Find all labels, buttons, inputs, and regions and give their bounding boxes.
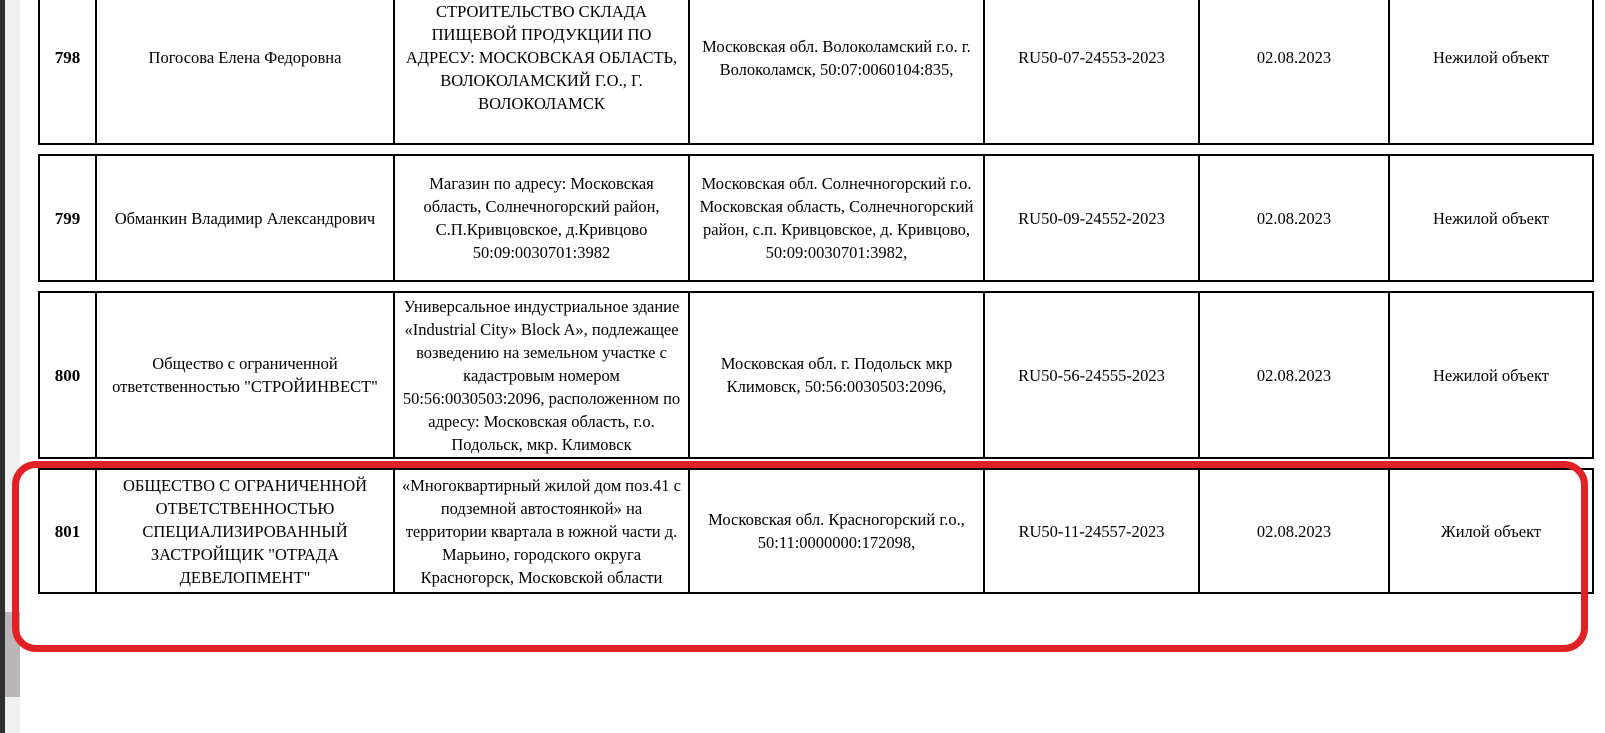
table-row [38, 291, 1594, 459]
object-description-cell: Универсальное индустриальное здание «Industrial City» Block A», подлежащее возведению на земельном участке с кадастровым номером 50:56:0030503:2096, расположенном по адресу: Московская область, г.о. Подольск, мкр. Климовск [395, 293, 690, 457]
date-cell: 02.08.2023 [1200, 470, 1390, 592]
row-number-cell: 800 [40, 293, 97, 457]
row-number-cell: 801 [40, 470, 97, 592]
address-cell: Московская обл. Волоколамский г.о. г. Волоколамск, 50:07:0060104:835, [690, 0, 985, 143]
address-cell: Московская обл. Солнечногорский г.о. Московская область, Солнечногорский район, с.п. Кривцовское, д. Кривцово, 50:09:0030701:3982, [690, 156, 985, 280]
table-row [38, 154, 1594, 282]
vertical-scrollbar-track[interactable] [5, 0, 20, 733]
object-type-cell: Нежилой объект [1432, 48, 1549, 67]
row-number-cell: 798 [40, 0, 97, 143]
object-type-cell: Нежилой объект [1432, 365, 1549, 385]
row-number-cell: 799 [40, 156, 97, 280]
applicant-cell: Обманкин Владимир Александрович [97, 156, 395, 280]
applicant-cell: Общество с ограниченной ответственностью "СТРОЙИНВЕСТ" [97, 293, 395, 457]
date-cell: 02.08.2023 [1200, 156, 1390, 280]
permit-number-cell: RU50-56-24555-2023 [985, 293, 1200, 457]
permit-number-cell: RU50-11-24557-2023 [985, 470, 1200, 592]
object-type-cell: Жилой объект [1440, 521, 1542, 541]
permit-number-cell: RU50-07-24553-2023 [985, 0, 1200, 143]
object-description-cell: Магазин по адресу: Московская область, Солнечногорский район, С.П.Кривцовское, д.Кривцово 50:09:0030701:3982 [395, 156, 690, 280]
viewer-left-edge [0, 0, 5, 733]
applicant-cell: Погосова Елена Федоровна [97, 0, 395, 143]
table-row-highlighted [38, 468, 1594, 594]
permit-number-cell: RU50-09-24552-2023 [985, 156, 1200, 280]
object-type-cell: Нежилой объект [1432, 208, 1549, 228]
document-page [20, 0, 1605, 733]
date-cell: 02.08.2023 [1200, 293, 1390, 457]
vertical-scrollbar-thumb[interactable] [5, 612, 20, 697]
address-cell: Московская обл. Красногорский г.о., 50:11:0000000:172098, [690, 470, 985, 592]
table-row [38, 0, 1594, 145]
object-description-cell: СТРОИТЕЛЬСТВО СКЛАДА ПИЩЕВОЙ ПРОДУКЦИИ ПО АДРЕСУ: МОСКОВСКАЯ ОБЛАСТЬ, ВОЛОКОЛАМСКИЙ Г.О., Г. ВОЛОКОЛАМСК [395, 0, 690, 143]
permits-registry-table [38, 0, 1594, 603]
object-description-cell: «Многоквартирный жилой дом поз.41 с подземной автостоянкой» на территории квартала в южной части д. Марьино, городского округа Красногорск, Московской области [395, 470, 690, 592]
applicant-cell: ОБЩЕСТВО С ОГРАНИЧЕННОЙ ОТВЕТСТВЕННОСТЬЮ СПЕЦИАЛИЗИРОВАННЫЙ ЗАСТРОЙЩИК "ОТРАДА ДЕВЕЛОПМЕНТ" [97, 470, 395, 592]
address-cell: Московская обл. г. Подольск мкр Климовск, 50:56:0030503:2096, [690, 293, 985, 457]
date-cell: 02.08.2023 [1200, 0, 1390, 143]
